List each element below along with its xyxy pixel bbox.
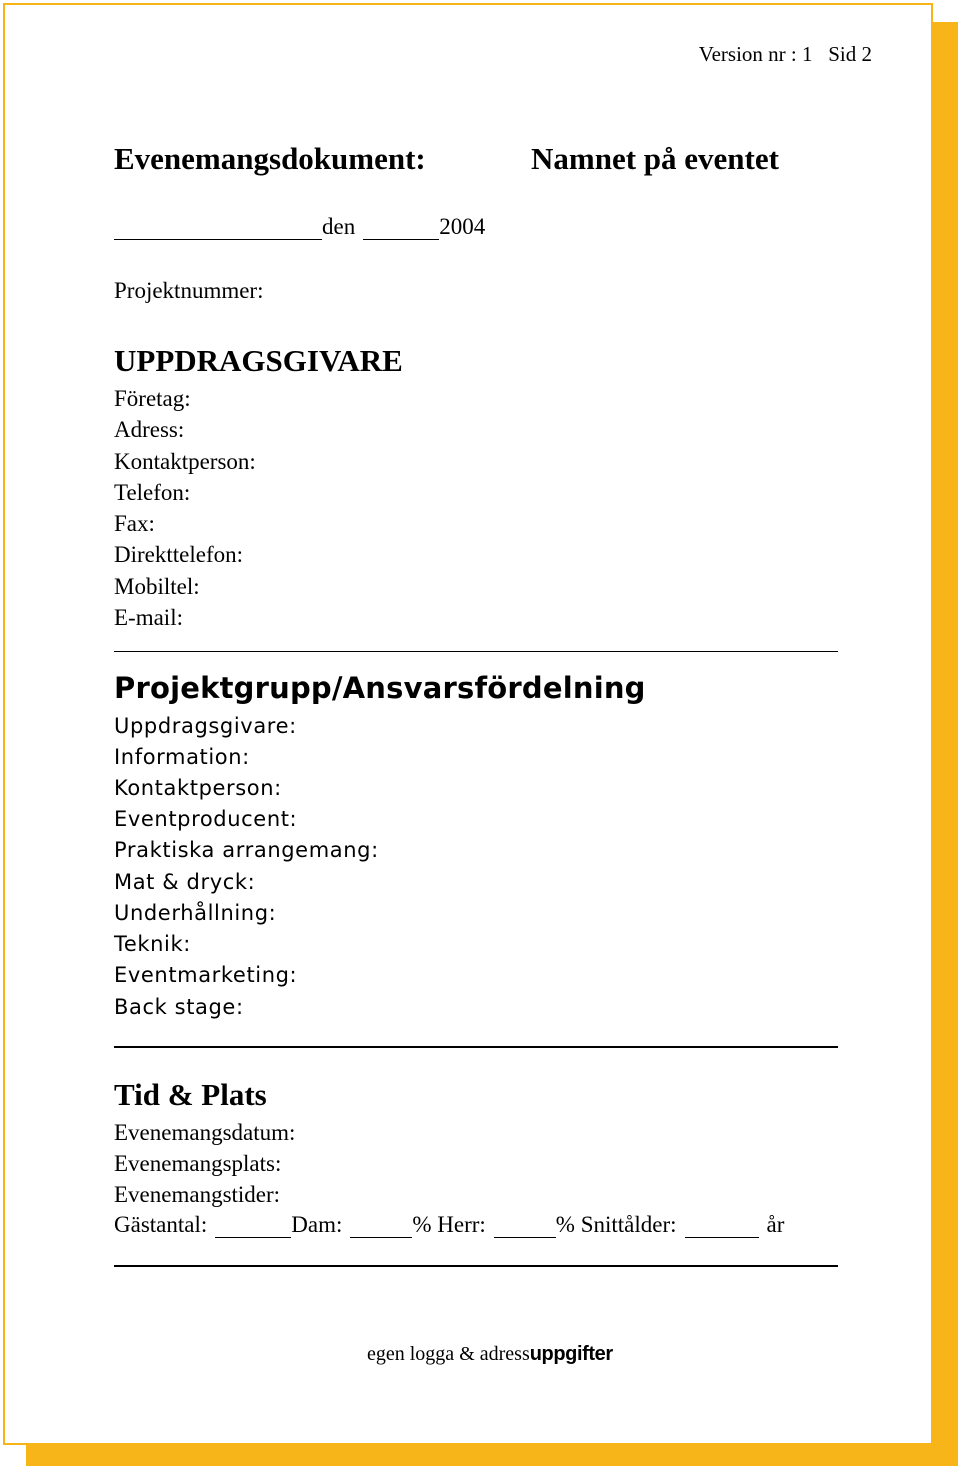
client-field: Telefon: [114, 480, 191, 505]
team-field: Praktiska arrangemang: [114, 838, 379, 862]
client-field: Adress: [114, 417, 185, 442]
years-label: år [766, 1212, 785, 1237]
team-field: Kontaktperson: [114, 776, 282, 800]
divider-rule [114, 651, 838, 652]
date-line [114, 214, 485, 240]
client-heading: UPPDRAGSGIVARE [114, 343, 403, 378]
client-field: Företag: [114, 386, 191, 411]
day-blank [114, 217, 322, 240]
time-place-field: Evenemangsdatum: [114, 1120, 296, 1145]
women-label: Dam: [291, 1212, 343, 1237]
team-field: Underhållning: [114, 901, 277, 925]
divider-rule [114, 1265, 838, 1267]
month-blank [363, 217, 439, 240]
time-place-heading: Tid & Plats [114, 1077, 267, 1112]
project-number-label: Projektnummer: [114, 278, 264, 303]
client-field: E-mail: [114, 605, 183, 630]
time-place-field: Evenemangstider: [114, 1182, 281, 1207]
year-label: 2004 [439, 214, 486, 239]
divider-rule [114, 1046, 838, 1048]
men-percent-blank [494, 1215, 556, 1238]
women-percent-blank [350, 1215, 412, 1238]
version-label: Version nr : 1 Sid 2 [698, 42, 872, 66]
team-field: Mat & dryck: [114, 870, 256, 894]
team-field: Teknik: [114, 932, 191, 956]
team-field: Back stage: [114, 995, 244, 1019]
client-field: Kontaktperson: [114, 449, 256, 474]
footer-text: egen logga & adress [367, 1343, 530, 1365]
client-field: Fax: [114, 511, 155, 536]
document-title: Evenemangsdokument: [114, 141, 426, 176]
den-label: den [322, 214, 356, 239]
footer-bold-text: uppgifter [529, 1343, 613, 1365]
client-field: Mobiltel: [114, 574, 200, 599]
team-field: Eventproducent: [114, 807, 298, 831]
time-place-field: Evenemangsplats: [114, 1151, 282, 1176]
guest-count-line [114, 1212, 784, 1238]
client-field: Direkttelefon: [114, 542, 244, 567]
team-heading: Projektgrupp/Ansvarsfördelning [114, 671, 646, 705]
guest-count-blank [215, 1215, 291, 1238]
team-field: Eventmarketing: [114, 963, 298, 987]
team-field: Uppdragsgivare: [114, 714, 297, 738]
average-age-label: % Snittålder: [555, 1212, 677, 1237]
average-age-blank [685, 1215, 759, 1238]
men-label: % Herr: [412, 1212, 486, 1237]
event-name: Namnet på eventet [531, 141, 779, 176]
guest-count-label: Gästantal: [114, 1212, 208, 1237]
footer-logo-placeholder [367, 1343, 613, 1366]
team-field: Information: [114, 745, 250, 769]
